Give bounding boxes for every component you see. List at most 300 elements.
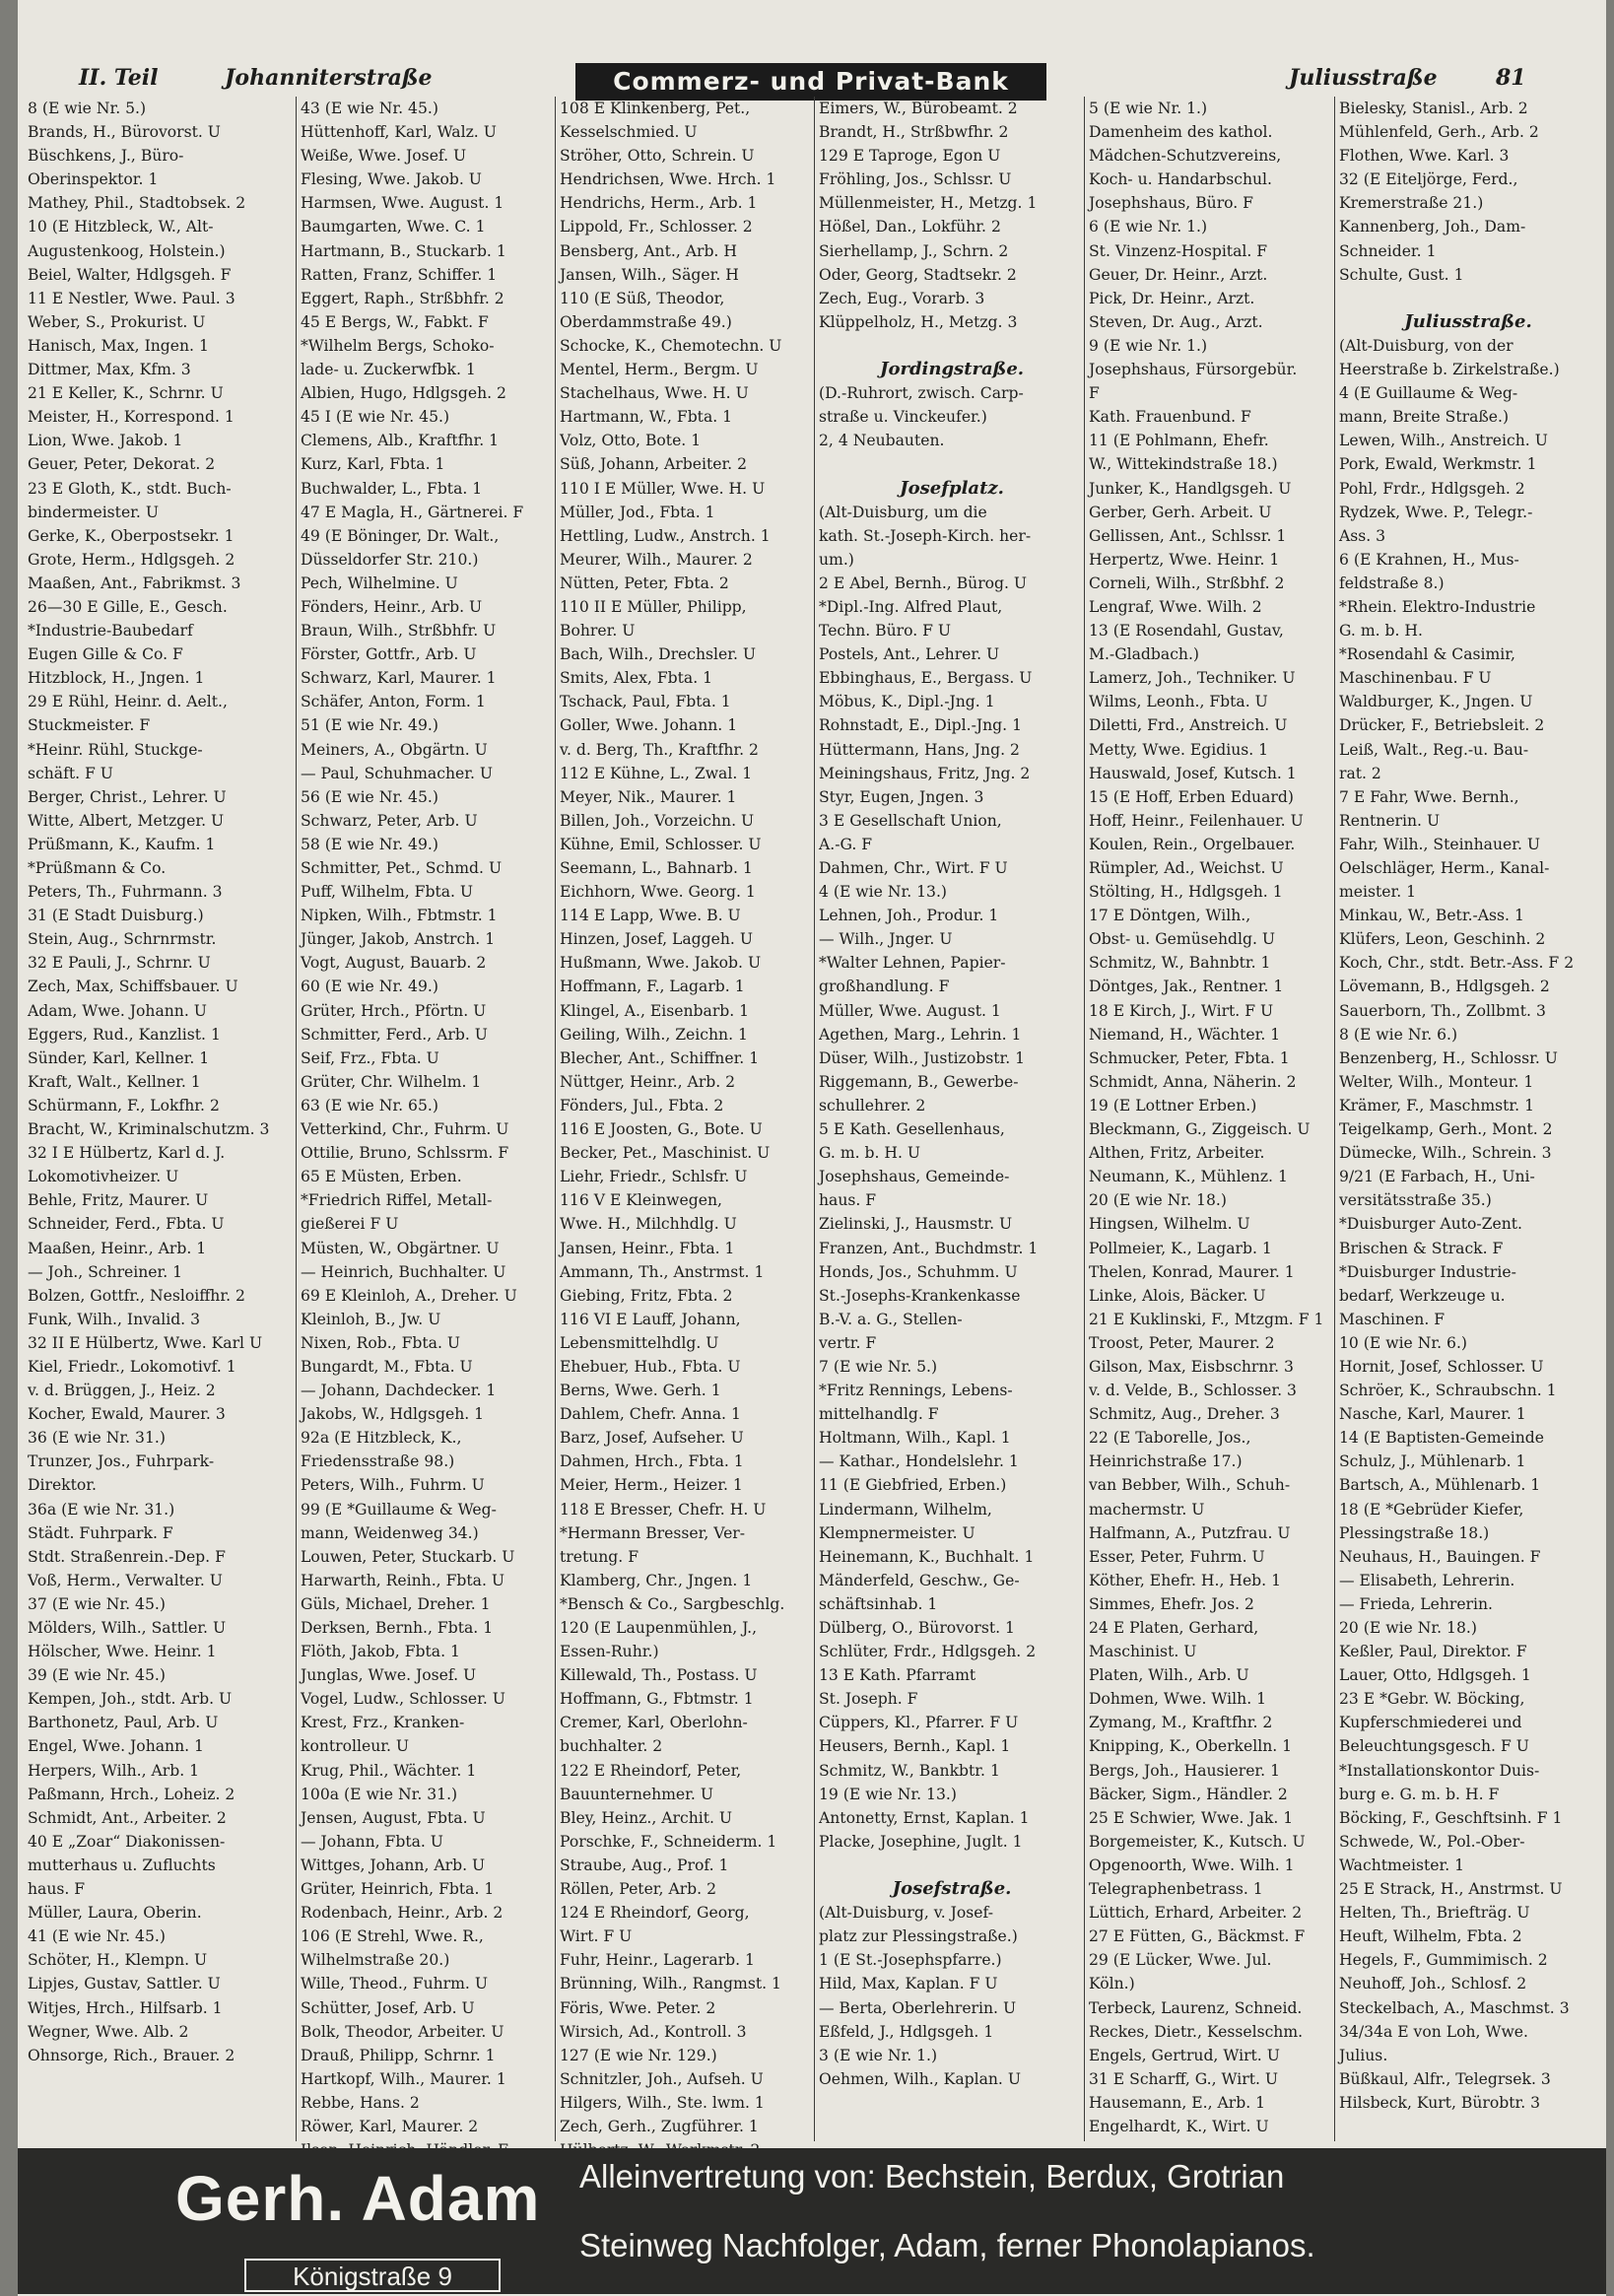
directory-entry: Hettling, Ludw., Anstrch. 1 [560,526,771,545]
directory-entry: 92a (E Hitzbleck, K., [301,1429,462,1448]
directory-entry: Eimers, W., Bürobeamt. 2 [819,100,1018,117]
column-6 [1334,97,1597,2141]
directory-entry: Städt. Fuhrpark. F [28,1523,173,1542]
directory-entry: burg e. G. m. b. H. F [1339,1785,1500,1803]
directory-entry: Krug, Phil., Wächter. 1 [301,1761,477,1780]
directory-entry: Junglas, Wwe. Josef. U [301,1666,477,1685]
directory-entry: Geuer, Peter, Dekorat. 2 [28,455,216,474]
directory-entry: 18 (E *Gebrüder Kiefer, [1339,1500,1524,1519]
directory-entry: — Johann, Fbta. U [301,1832,443,1851]
directory-entry: 116 E Joosten, G., Bote. U [560,1120,763,1139]
directory-entry: Josephshaus, Fürsorgebür. [1089,361,1298,379]
directory-entry: Dahlem, Chefr. Anna. 1 [560,1405,741,1424]
directory-entry: Paßmann, Hrch., Loheiz. 2 [28,1785,235,1803]
directory-entry: Güls, Michael, Dreher. 1 [301,1594,491,1613]
bank-banner: Commerz- und Privat-Bank [575,63,1046,101]
directory-entry: Hitzblock, H., Jngen. 1 [28,669,205,688]
directory-entry: Zielinski, J., Hausmstr. U [819,1215,1013,1234]
directory-entry: Hegels, F., Gummimisch. 2 [1339,1951,1548,1970]
directory-entry: Ammann, Th., Anstrmst. 1 [560,1262,765,1281]
directory-entry: Fröhling, Jos., Schlssr. U [819,170,1012,189]
directory-entry: St. Joseph. F [819,1690,918,1709]
directory-entry: *Duisburger Auto-Zent. [1339,1215,1522,1234]
directory-entry: Pollmeier, K., Lagarb. 1 [1089,1239,1272,1257]
directory-entry: Thelen, Konrad, Maurer. 1 [1089,1262,1295,1281]
directory-entry: Schäfer, Anton, Form. 1 [301,693,486,711]
directory-entry: Berger, Christ., Lehrer. U [28,787,227,806]
directory-entry: 45 E Bergs, W., Fabkt. F [301,312,489,331]
directory-entry: Rohnstadt, E., Dipl.-Jng. 1 [819,716,1022,735]
directory-entry: 24 E Platen, Gerhard, [1089,1619,1259,1637]
directory-entry: 21 E Keller, K., Schrnr. U [28,384,224,403]
directory-entry: Stein, Aug., Schrnrmstr. [28,930,217,949]
directory-entry: 112 E Kühne, L., Zwal. 1 [560,764,753,782]
street-heading: Jordingstraße. [879,359,1025,380]
directory-entry: 99 (E *Guillaume & Weg- [301,1500,497,1519]
directory-entry: Meier, Herm., Heizer. 1 [560,1476,743,1495]
directory-entry: 11 E Nestler, Wwe. Paul. 3 [28,289,235,307]
directory-entry: Hingsen, Wilhelm. U [1089,1215,1250,1234]
directory-entry: Pohl, Frdr., Hdlgsgeh. 2 [1339,479,1525,498]
directory-entry: Fahr, Wilh., Steinhauer. U [1339,835,1541,853]
directory-entry: (Alt-Duisburg, v. Josef- [819,1904,994,1923]
directory-entry: Köln.) [1089,1975,1135,1993]
directory-entry: Müller, Wwe. August. 1 [819,1001,1001,1020]
directory-entry: 36a (E wie Nr. 31.) [28,1500,175,1519]
directory-entry: Rydzek, Wwe. P., Telegr.- [1339,503,1533,521]
right-running-head: Juliusstraße [1289,65,1438,91]
directory-entry: Schneider. 1 [1339,241,1437,260]
directory-entry: 31 E Scharff, G., Wirt. U [1089,2069,1279,2088]
directory-entry: Plessingstraße 18.) [1339,1523,1490,1542]
directory-entry: Hüttenhoff, Karl, Walz. U [301,123,497,142]
directory-entry: Lippold, Fr., Schlosser. 2 [560,218,753,236]
directory-entry: Hinzen, Josef, Laggeh. U [560,930,753,949]
directory-entry: Schmitz, W., Bankbtr. 1 [819,1761,1000,1780]
directory-entry: 23 E *Gebr. W. Böcking, [1339,1690,1525,1709]
directory-entry: Franzen, Ant., Buchdmstr. 1 [819,1239,1039,1257]
directory-entry: Ratten, Franz, Schiffer. 1 [301,265,498,284]
directory-entry: Maschinen. F [1339,1310,1446,1328]
column-2 [296,97,556,2141]
directory-entry: Röllen, Peter, Arb. 2 [560,1880,716,1899]
directory-entry: 13 E Kath. Pfarramt [819,1666,976,1685]
directory-entry: Bleckmann, G., Ziggeisch. U [1089,1120,1311,1139]
directory-entry: Teigelkamp, Gerh., Mont. 2 [1339,1120,1553,1139]
directory-entry: 11 (E Pohlmann, Ehefr. [1089,432,1269,450]
directory-entry: Maschinist. U [1089,1643,1197,1661]
directory-entry: Oberinspektor. 1 [28,170,159,189]
directory-page [18,0,1606,2296]
directory-entry: 63 (E wie Nr. 65.) [301,1096,438,1114]
directory-entry: Bolk, Theodor, Arbeiter. U [301,2022,504,2041]
directory-entry: Brandt, H., Strßbwfhr. 2 [819,123,1009,142]
directory-entry: Bielesky, Stanisl., Arb. 2 [1339,100,1528,117]
directory-entry: Josephshaus, Gemeinde- [819,1168,1010,1186]
directory-entry: Kannenberg, Joh., Dam- [1339,218,1526,236]
directory-entry: Opgenoorth, Wwe. Wilh. 1 [1089,1856,1295,1874]
directory-entry: 110 (E Süß, Theodor, [560,289,725,307]
directory-entry: 127 (E wie Nr. 129.) [560,2046,717,2064]
directory-entry: Fuhr, Heinr., Lagerarb. 1 [560,1951,755,1970]
directory-entry: Nüttger, Heinr., Arb. 2 [560,1072,736,1091]
directory-entry: 22 (E Taborelle, Jos., [1089,1429,1251,1448]
directory-entry: Corneli, Wilh., Strßbhf. 2 [1089,574,1285,592]
directory-entry: 13 (E Rosendahl, Gustav, [1089,622,1284,641]
directory-entry: Lion, Wwe. Jakob. 1 [28,432,183,450]
directory-entry: 25 E Schwier, Wwe. Jak. 1 [1089,1808,1294,1827]
directory-entry: Schütter, Josef, Arb. U [301,1998,475,2017]
directory-entry: W., Wittekindstraße 18.) [1089,455,1278,474]
directory-entry: Seif, Frz., Fbta. U [301,1048,439,1067]
directory-entry: Direktor. [28,1476,97,1495]
directory-entry: Bracht, W., Kriminalschutzm. 3 [28,1120,270,1139]
directory-entry: Halfmann, A., Putzfrau. U [1089,1523,1291,1542]
directory-entry: Wegner, Wwe. Alb. 2 [28,2022,189,2041]
directory-entry: versitätsstraße 35.) [1339,1191,1492,1210]
street-heading: Josefstraße. [892,1878,1012,1900]
directory-entry: Grüter, Chr. Wilhelm. 1 [301,1072,482,1091]
directory-entry: Puff, Wilhelm, Fbta. U [301,883,474,902]
directory-entry: Seemann, L., Bahnarb. 1 [560,859,753,877]
directory-entry: Schröer, K., Schraubschn. 1 [1339,1382,1557,1400]
directory-entry: Lindermann, Wilhelm, [819,1500,992,1519]
directory-entry [819,334,1085,358]
directory-entry: Hild, Max, Kaplan. F U [819,1975,998,1993]
directory-entry: 32 II E Hülbertz, Wwe. Karl U [28,1333,263,1352]
directory-entry: 114 E Lapp, Wwe. B. U [560,907,741,925]
directory-entry: 8 (E wie Nr. 5.) [28,100,147,117]
directory-entry: *Fritz Rennings, Lebens- [819,1382,1013,1400]
directory-entry: Mathey, Phil., Stadtobsek. 2 [28,194,246,213]
directory-entry: 11 (E Giebfried, Erben.) [819,1476,1007,1495]
directory-entry: 116 V E Kleinwegen, [560,1191,722,1210]
directory-entry: *Hermann Bresser, Ver- [560,1523,746,1542]
directory-entry: Schulte, Gust. 1 [1339,265,1464,284]
directory-entry: Grüter, Heinrich, Fbta. 1 [301,1880,495,1899]
directory-entry: — Berta, Oberlehrerin. U [819,1998,1017,2017]
directory-entry: Lengraf, Wwe. Wilh. 2 [1089,597,1262,616]
directory-entry: Eggert, Raph., Strßbhfr. 2 [301,289,504,307]
directory-entry: Drücker, F., Betriebsleit. 2 [1339,716,1545,735]
directory-entry: Funk, Wilh., Invalid. 3 [28,1310,201,1328]
directory-entry: Flothen, Wwe. Karl. 3 [1339,147,1510,166]
directory-entry: van Bebber, Wilh., Schuh- [1089,1476,1291,1495]
directory-entry: haus. F [28,1880,86,1899]
ad-company-name: Gerh. Adam [175,2163,541,2234]
directory-entry: (Alt-Duisburg, um die [819,503,987,521]
directory-entry: Wille, Theod., Fuhrm. U [301,1975,488,1993]
directory-entry: A.-G. F [819,835,873,853]
directory-entry: Ströher, Otto, Schrein. U [560,147,755,166]
directory-entry: Flöth, Jakob, Fbta. 1 [301,1643,460,1661]
directory-entry: Porschke, F., Schneiderm. 1 [560,1832,777,1851]
directory-entry: Kiel, Friedr., Lokomotivf. 1 [28,1357,236,1376]
directory-entry: Leiß, Walt., Reg.-u. Bau- [1339,740,1529,759]
directory-entry: Kempen, Joh., stdt. Arb. U [28,1690,233,1709]
column-4 [814,97,1085,2141]
directory-entry: Mentel, Herm., Bergm. U [560,361,759,379]
directory-entry: Dahmen, Chr., Wirt. F U [819,859,1008,877]
directory-entry: Bauunternehmer. U [560,1785,713,1803]
directory-entry: Heinemann, K., Buchhalt. 1 [819,1547,1035,1566]
directory-entry: Jansen, Heinr., Fbta. 1 [560,1239,735,1257]
directory-entry: 120 (E Laupenmühlen, J., [560,1619,758,1637]
directory-entry: Wittges, Johann, Arb. U [301,1856,486,1874]
directory-entry: Hanisch, Max, Ingen. 1 [28,336,209,355]
directory-entry: St.-Josephs-Krankenkasse [819,1286,1021,1305]
directory-entry: *Installationskontor Duis- [1339,1761,1540,1780]
directory-entry: Klüfers, Leon, Geschinh. 2 [1339,930,1546,949]
directory-entry: Stdt. Straßenrein.-Dep. F [28,1547,226,1566]
ad-text-line-1: Alleinvertretung von: Bechstein, Berdux, Grotrian [579,2158,1285,2195]
directory-entry: 27 E Fütten, G., Bäckmst. F [1089,1927,1306,1946]
directory-entry: Wirsich, Ad., Kontroll. 3 [560,2022,747,2041]
directory-entry: 19 (E wie Nr. 13.) [819,1785,957,1803]
directory-entry: 14 (E Baptisten-Gemeinde [1339,1429,1544,1448]
directory-entry: Lövemann, B., Hdlgsgeh. 2 [1339,978,1550,996]
directory-entry: Jünger, Jakob, Anstrch. 1 [301,930,496,949]
directory-entry: Koch- u. Handarbschul. [1089,170,1272,189]
directory-entry: (Alt-Duisburg, von der [1339,336,1513,355]
directory-entry: Meister, H., Korrespond. 1 [28,408,235,427]
directory-entry: 65 E Müsten, Erben. [301,1168,462,1186]
directory-columns [28,97,1594,2141]
directory-entry: Stölting, H., Hdlgsgeh. 1 [1089,883,1283,902]
directory-entry: Dittmer, Max, Kfm. 3 [28,361,191,379]
directory-entry: 23 E Gloth, K., stdt. Buch- [28,479,232,498]
directory-entry: 9 (E wie Nr. 1.) [1089,336,1208,355]
directory-entry: — Joh., Schreiner. 1 [28,1262,183,1281]
directory-entry: 32 I E Hülbertz, Karl d. J. [28,1144,226,1163]
directory-entry: Lamerz, Joh., Techniker. U [1089,669,1296,688]
directory-entry: Müsten, W., Obgärtner. U [301,1239,500,1257]
directory-entry: 32 (E Eiteljörge, Ferd., [1339,170,1518,189]
directory-entry: Mädchen-Schutzvereins, [1089,147,1282,166]
directory-entry: Sünder, Karl, Kellner. 1 [28,1048,210,1067]
directory-entry: Platen, Wilh., Arb. U [1089,1666,1249,1685]
directory-entry: machermstr. U [1089,1500,1205,1519]
directory-entry: *Duisburger Industrie- [1339,1262,1516,1281]
directory-entry: Düser, Wilh., Justizobstr. 1 [819,1048,1026,1067]
directory-entry: Trunzer, Jos., Fuhrpark- [28,1452,215,1471]
directory-entry: *Prüßmann & Co. [28,859,167,877]
directory-entry: Koch, Chr., stdt. Betr.-Ass. F 2 [1339,954,1575,973]
directory-entry: tretung. F [560,1547,639,1566]
directory-entry: 10 (E wie Nr. 6.) [1339,1333,1468,1352]
directory-entry: 43 (E wie Nr. 45.) [301,100,438,117]
directory-entry: Eichhorn, Wwe. Georg. 1 [560,883,756,902]
directory-entry: Cüppers, Kl., Pfarrer. F U [819,1714,1019,1732]
directory-entry: Peters, Wilh., Fuhrm. U [301,1476,485,1495]
directory-entry: haus. F [819,1191,877,1210]
directory-entry: Engel, Wwe. Johann. 1 [28,1737,204,1756]
directory-entry: 124 E Rheindorf, Georg, [560,1904,750,1923]
directory-entry: 2 E Abel, Bernh., Bürog. U [819,574,1028,592]
directory-entry: Lebensmittelhdlg. U [560,1333,719,1352]
street-heading: Josefplatz. [900,477,1004,499]
directory-entry: Bohrer. U [560,622,636,641]
directory-entry: Wachtmeister. 1 [1339,1856,1465,1874]
directory-entry: Büschkens, J., Büro- [28,147,184,166]
directory-entry: Hölscher, Wwe. Heinr. 1 [28,1643,217,1661]
directory-entry: 32 E Pauli, J., Schrnr. U [28,954,211,973]
directory-entry: Eßfeld, J., Hdlgsgeh. 1 [819,2022,994,2041]
directory-entry: 118 E Bresser, Chefr. H. U [560,1500,767,1519]
directory-entry: Heusers, Bernh., Kapl. 1 [819,1737,1011,1756]
directory-entry: — Kathar., Hondelslehr. 1 [819,1452,1019,1471]
directory-entry: 17 E Döntgen, Wilh., [1089,907,1251,925]
directory-entry: Flesing, Wwe. Jakob. U [301,170,482,189]
directory-entry: Barthonetz, Paul, Arb. U [28,1714,219,1732]
directory-entry: Cremer, Karl, Oberlohn- [560,1714,748,1732]
directory-entry: Harmsen, Wwe. August. 1 [301,194,504,213]
directory-entry: Dahmen, Hrch., Fbta. 1 [560,1452,744,1471]
directory-entry: Schocke, K., Chemotechn. U [560,336,782,355]
directory-entry: Nütten, Peter, Fbta. 2 [560,574,729,592]
directory-entry: Müller, Laura, Oberin. [28,1904,202,1923]
directory-entry: Smits, Alex, Fbta. 1 [560,669,713,688]
directory-entry: Schmitz, Aug., Dreher. 3 [1089,1405,1280,1424]
directory-entry: Welter, Wilh., Monteur. 1 [1339,1072,1534,1091]
directory-entry: Bartsch, A., Mühlenarb. 1 [1339,1476,1541,1495]
directory-entry: Vogel, Ludw., Schlosser. U [301,1690,505,1709]
directory-entry: Süß, Johann, Arbeiter. 2 [560,455,748,474]
directory-entry: *Industrie-Baubedarf [28,622,193,641]
directory-entry: schullehrer. 2 [819,1096,926,1114]
directory-entry: Zech, Eug., Vorarb. 3 [819,289,985,307]
directory-entry: Liehr, Friedr., Schlsfr. U [560,1168,748,1186]
directory-entry: kontrolleur. U [301,1737,410,1756]
directory-entry: Becker, Pet., Maschinist. U [560,1144,771,1163]
directory-entry: Lehnen, Joh., Produr. 1 [819,907,999,925]
directory-entry: Kraft, Walt., Kellner. 1 [28,1072,201,1091]
directory-entry: Drauß, Philipp, Schrnr. 1 [301,2046,496,2064]
directory-entry: mann, Breite Straße.) [1339,408,1510,427]
directory-entry: Maschinenbau. F U [1339,669,1492,688]
directory-entry: Harwarth, Reinh., Fbta. U [301,1571,505,1589]
directory-entry: Junker, K., Handlgsgeh. U [1089,479,1292,498]
directory-entry: Terbeck, Laurenz, Schneid. [1089,1998,1303,2017]
directory-entry: 36 (E wie Nr. 31.) [28,1429,166,1448]
directory-entry: Brands, H., Bürovorst. U [28,123,221,142]
directory-entry: Agethen, Marg., Lehrin. 1 [819,1025,1022,1044]
directory-entry: 3 (E wie Nr. 1.) [819,2046,938,2064]
directory-entry: Dohmen, Wwe. Wilh. 1 [1089,1690,1267,1709]
directory-entry: Schnitzler, Joh., Aufseh. U [560,2069,764,2088]
directory-entry: Jansen, Wilh., Säger. H [560,265,739,284]
directory-entry: Clemens, Alb., Kraftfhr. 1 [301,432,500,450]
directory-entry: vertr. F [819,1333,877,1352]
directory-entry: Straube, Aug., Prof. 1 [560,1856,729,1874]
directory-entry: Riggemann, B., Gewerbe- [819,1072,1019,1091]
directory-entry: — Elisabeth, Lehrerin. [1339,1571,1515,1589]
directory-entry: Schwarz, Karl, Maurer. 1 [301,669,497,688]
directory-entry: Honds, Jos., Schuhmm. U [819,1262,1018,1281]
directory-entry: Kocher, Ewald, Maurer. 3 [28,1405,226,1424]
directory-entry: Jakobs, W., Hdlgsgeh. 1 [301,1405,485,1424]
directory-entry: Zymang, M., Kraftfhr. 2 [1089,1714,1273,1732]
directory-entry: St. Vinzenz-Hospital. F [1089,241,1268,260]
directory-entry: Eugen Gille & Co. F [28,645,183,664]
directory-entry: 41 (E wie Nr. 45.) [28,1927,166,1946]
directory-entry: Mühlenfeld, Gerh., Arb. 2 [1339,123,1539,142]
directory-entry: Ebbinghaus, E., Bergass. U [819,669,1033,688]
directory-entry: Kesselschmied. U [560,123,698,142]
directory-entry: Rümpler, Ad., Weichst. U [1089,859,1284,877]
directory-entry: — Paul, Schuhmacher. U [301,764,494,782]
directory-entry: Krest, Frz., Kranken- [301,1714,465,1732]
directory-entry: Benzenberg, H., Schlossr. U [1339,1048,1558,1067]
directory-entry: Meiners, A., Obgärtn. U [301,740,488,759]
directory-entry: Braun, Wilh., Strßbhfr. U [301,622,497,641]
directory-entry: 29 E Rühl, Heinr. d. Aelt., [28,693,228,711]
directory-entry: Klempnermeister. U [819,1523,975,1542]
directory-entry: 39 (E wie Nr. 45.) [28,1666,166,1685]
directory-entry: Bley, Heinz., Archit. U [560,1808,733,1827]
directory-entry: Metty, Wwe. Egidius. 1 [1089,740,1269,759]
directory-entry: 47 E Magla, H., Gärtnerei. F [301,503,524,521]
directory-entry: Baumgarten, Wwe. C. 1 [301,218,486,236]
directory-entry: Krämer, F., Maschmstr. 1 [1339,1096,1535,1114]
directory-entry: Barz, Josef, Aufseher. U [560,1429,744,1448]
directory-entry: Steven, Dr. Aug., Arzt. [1089,312,1263,331]
directory-entry: Neuhaus, H., Bauingen. F [1339,1547,1541,1566]
directory-entry: Augustenkoog, Holstein.) [28,241,226,260]
directory-entry: kath. St.-Joseph-Kirch. her- [819,526,1032,545]
directory-entry: *Friedrich Riffel, Metall- [301,1191,493,1210]
directory-entry: (D.-Ruhrort, zwisch. Carp- [819,384,1024,403]
directory-entry: Eggers, Rud., Kanzlist. 1 [28,1025,221,1044]
directory-entry: Goller, Wwe. Johann. 1 [560,716,738,735]
directory-entry: Schmucker, Peter, Fbta. 1 [1089,1048,1290,1067]
directory-entry: Koulen, Rein., Orgelbauer. [1089,835,1296,853]
directory-entry: Volz, Otto, Bote. 1 [560,432,702,450]
directory-entry: 18 E Kirch, J., Wirt. F U [1089,1001,1274,1020]
directory-entry: Klingel, A., Eisenbarb. 1 [560,1001,750,1020]
directory-entry: Nipken, Wilh., Fbtmstr. 1 [301,907,498,925]
directory-entry: Telegraphenbetrass. 1 [1089,1880,1263,1899]
directory-entry: gießerei F U [301,1215,399,1234]
directory-entry: — Frieda, Lehrerin. [1339,1594,1493,1613]
directory-entry: Lauer, Otto, Hdlgsgeh. 1 [1339,1666,1531,1685]
directory-entry: Billen, Joh., Vorzeichn. U [560,811,755,830]
directory-entry: Zech, Max, Schiffsbauer. U [28,978,238,996]
directory-entry: Essen-Ruhr.) [560,1643,659,1661]
directory-entry: 20 (E wie Nr. 18.) [1339,1619,1477,1637]
directory-entry: Maaßen, Heinr., Arb. 1 [28,1239,207,1257]
directory-entry: 5 (E wie Nr. 1.) [1089,100,1208,117]
directory-entry: Lokomotivheizer. U [28,1168,179,1186]
directory-entry: 4 (E wie Nr. 13.) [819,883,948,902]
directory-entry: Zech, Gerh., Zugführer. 1 [560,2117,759,2135]
directory-entry: Diletti, Frd., Anstreich. U [1089,716,1288,735]
directory-entry: Helten, Th., Briefträg. U [1339,1904,1530,1923]
directory-entry: 49 (E Böninger, Dr. Walt., [301,526,500,545]
directory-entry: Fönders, Heinr., Arb. U [301,597,483,616]
directory-entry: v. d. Velde, B., Schlosser. 3 [1089,1382,1297,1400]
directory-entry: Geiling, Wilh., Zeichn. 1 [560,1025,748,1044]
directory-entry: 20 (E wie Nr. 18.) [1089,1191,1227,1210]
directory-entry: Damenheim des kathol. [1089,123,1273,142]
directory-entry: 6 (E wie Nr. 1.) [1089,218,1208,236]
directory-entry: bedarf, Werkzeuge u. [1339,1286,1506,1305]
directory-entry: Stachelhaus, Wwe. H. U [560,384,749,403]
directory-entry: Böcking, F., Geschftsinh. F 1 [1339,1808,1563,1827]
directory-entry: Steckelbach, A., Maschmst. 3 [1339,1998,1570,2017]
directory-entry: Fönders, Jul., Fbta. 2 [560,1096,724,1114]
directory-entry: Schmitter, Ferd., Arb. U [301,1025,488,1044]
